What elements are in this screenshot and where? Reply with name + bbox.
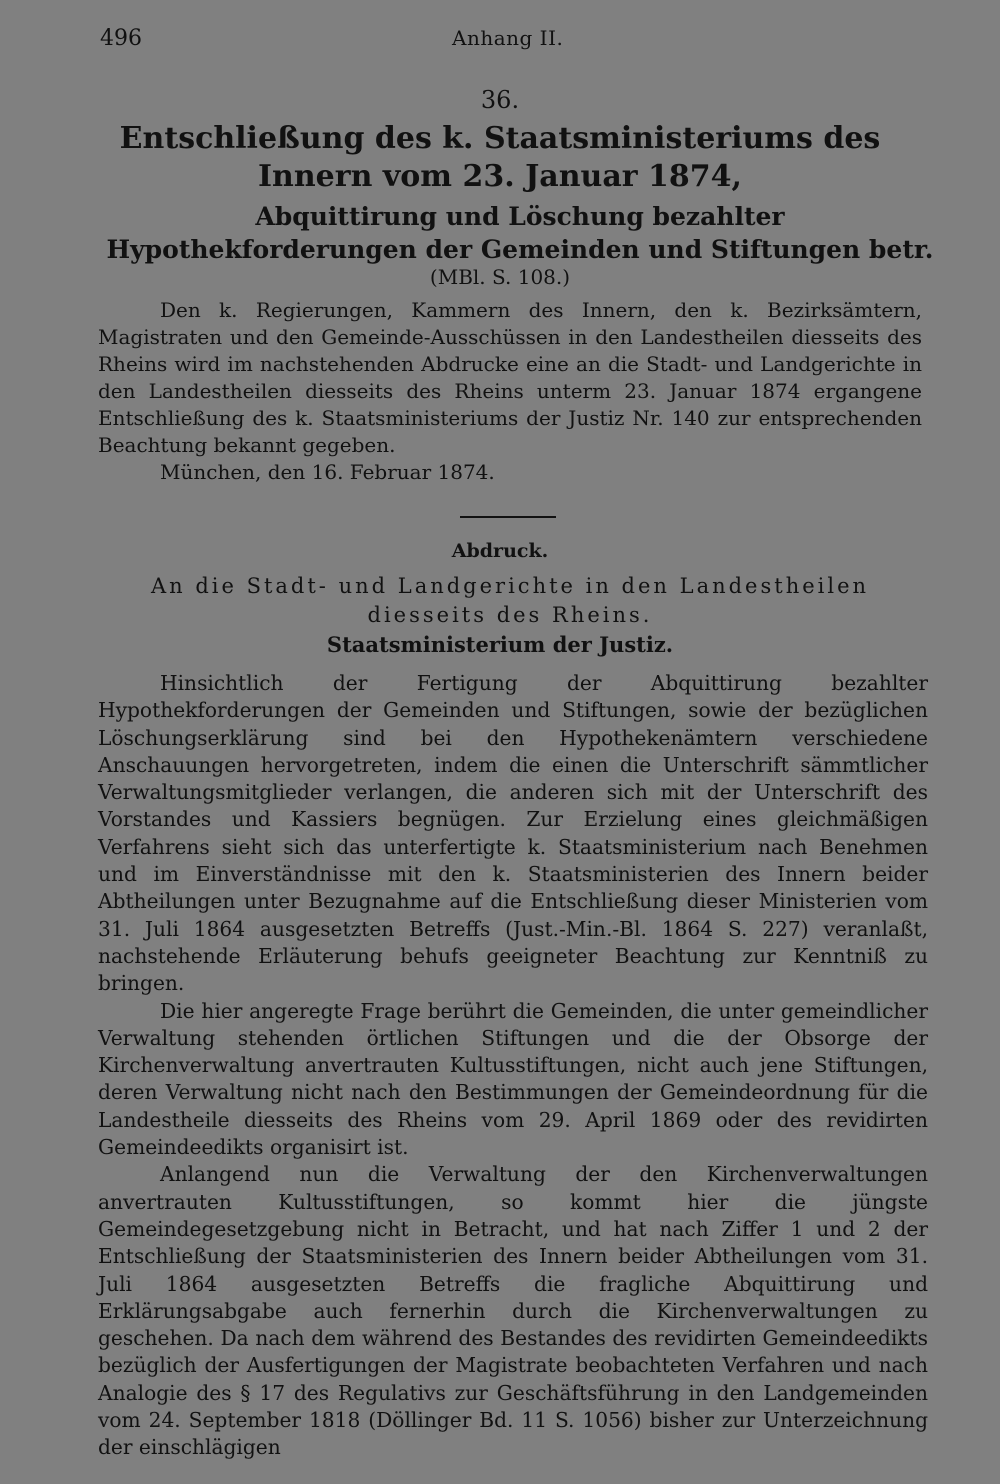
separator-rule [460, 516, 556, 518]
abdruck-heading: Abdruck. [451, 540, 549, 562]
document-subtitle: Abquittirung und Löschung bezahlter Hypothekforderungen der Gemeinden und Stiftungen betr. [106, 202, 934, 264]
body-paragraph: Anlangend nun die Verwaltung der den Kirchenverwaltungen anvertrauten Kultusstiftungen, so kommt hier die jüngste Gemeindegesetzgebung nicht in Betracht, und hat nach Ziffer 1 und 2 der Entschließung der Staatsministerien des Innern beider Abtheilungen vom 31. Juli 1864 ausgesetzten Betreffs die fragliche Abquittirung und Erklärungsabgabe auch fernerhin durch die Kirchenverwaltungen zu geschehen. Da nach dem während des Bestandes des revidirten Gemeindeedikts bezüglich der Ausfertigungen der Magistrate beobachteten Verfahren und nach Analogie des § 17 des Regulativs zur Geschäftsführung in den Landgemeinden vom 24. September 1818 (Döllinger Bd. 11 S. 1056) bisher zur Unterzeichnung der einschlägigen [98, 1162, 928, 1460]
intro-paragraph: Den k. Regierungen, Kammern des Innern, den k. Bezirksämtern, Magistraten und den Gemeinde-Ausschüssen in den Landestheilen diesseits des Rheins wird im nachstehenden Abdrucke eine an die Stadt- und Landgerichte in den Landestheilen diesseits des Rheins unterm 23. Januar 1874 ergangene Entschließung des k. Staatsministeriums der Justiz Nr. 140 zur entsprechenden Beachtung bekannt gegeben. [98, 298, 922, 457]
source-reference: (MBl. S. 108.) [429, 265, 571, 289]
page-header [100, 26, 930, 56]
document-number: 36. [480, 86, 520, 114]
page-number: 496 [100, 26, 142, 51]
intro-section [98, 297, 922, 486]
body-text [98, 670, 928, 1462]
running-title: Anhang II. [452, 26, 564, 50]
body-paragraph: Die hier angeregte Frage berührt die Gemeinden, die unter gemeindlicher Verwaltung stehenden örtlichen Stiftungen und die der Obsorge der Kirchenverwaltung anvertrauten Kultusstiftungen, nicht auch jene Stiftungen, deren Verwaltung nicht nach den Bestimmungen der Gemeindeordnung für die Landestheile diesseits des Rheins vom 29. April 1869 oder des revidirten Gemeindeedikts organisirt ist. [98, 998, 928, 1160]
date-line: München, den 16. Februar 1874. [160, 460, 495, 484]
document-title: Entschließung des k. Staatsministeriums des Innern vom 23. Januar 1874, [119, 121, 881, 194]
body-paragraph: Hinsichtlich der Fertigung der Abquittirung bezahlter Hypothekforderungen der Gemeinden und Stiftungen, sowie der bezüglichen Löschungserklärung sind bei den Hypothekenämtern verschiedene Anschauungen hervorgetreten, indem die einen die Unterschrift sämmtlicher Verwaltungsmitglieder verlangen, die anderen sich mit der Unterschrift des Vorstandes und Kassiers begnügen. Zur Erzielung eines gleichmäßigen Verfahrens sieht sich das unterfertigte k. Staatsministerium nach Benehmen und im Einverständnisse mit den k. Staatsministerien des Innern beider Abtheilungen unter Bezugnahme auf die Entschließung dieser Ministerien vom 31. Juli 1864 ausgesetzten Betreffs (Just.-Min.-Bl. 1864 S. 227) veranlaßt, nachstehende Erläuterung behufs geeigneter Beachtung zur Kenntniß zu bringen. [98, 671, 928, 996]
ministry-heading: Staatsministerium der Justiz. [326, 632, 674, 657]
address-line: An die Stadt- und Landgerichte in den Landestheilen diesseits des Rheins. [150, 574, 870, 627]
